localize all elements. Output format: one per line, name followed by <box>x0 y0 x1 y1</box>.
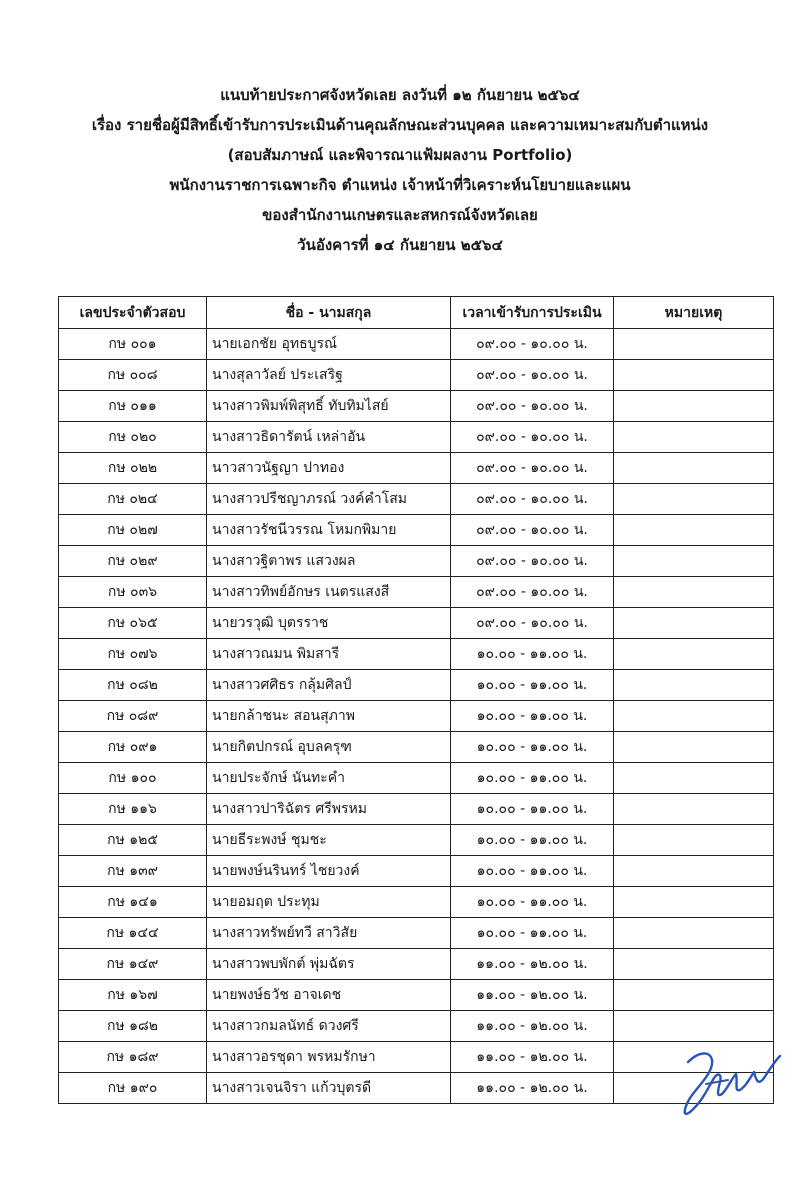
table-row <box>59 391 774 422</box>
table-row <box>59 515 774 546</box>
note-cell <box>614 484 774 515</box>
name-cell: นางสาวณมน พิมสารี <box>207 639 451 670</box>
exam-id-cell: กษ ๐๖๕ <box>59 608 207 639</box>
note-cell <box>614 608 774 639</box>
time-cell: ๑๐.๐๐ - ๑๑.๐๐ น. <box>451 670 614 701</box>
table-row <box>59 825 774 856</box>
note-cell <box>614 701 774 732</box>
exam-id-cell: กษ ๑๘๒ <box>59 1011 207 1042</box>
name-cell: นางสาวอรชุดา พรหมรักษา <box>207 1042 451 1073</box>
table-row <box>59 453 774 484</box>
name-cell: นายธีระพงษ์ ชุมชะ <box>207 825 451 856</box>
time-cell: ๐๙.๐๐ - ๑๐.๐๐ น. <box>451 484 614 515</box>
exam-id-cell: กษ ๐๓๖ <box>59 577 207 608</box>
exam-id-cell: กษ ๑๐๐ <box>59 763 207 794</box>
time-cell: ๑๑.๐๐ - ๑๒.๐๐ น. <box>451 1011 614 1042</box>
exam-id-cell: กษ ๑๘๙ <box>59 1042 207 1073</box>
name-cell: นายเอกชัย อุทธบูรณ์ <box>207 329 451 360</box>
name-cell: นายอมฤต ประทุม <box>207 887 451 918</box>
note-cell <box>614 360 774 391</box>
time-cell: ๑๐.๐๐ - ๑๑.๐๐ น. <box>451 701 614 732</box>
note-cell <box>614 546 774 577</box>
note-cell <box>614 794 774 825</box>
column-header-exam-id: เลขประจำตัวสอบ <box>59 297 207 329</box>
header-line-6: วันอังคารที่ ๑๔ กันยายน ๒๕๖๔ <box>297 236 503 254</box>
name-cell: นางสาวรัชนีวรรณ โหมกพิมาย <box>207 515 451 546</box>
table-row <box>59 763 774 794</box>
note-cell <box>614 763 774 794</box>
table-row <box>59 639 774 670</box>
table-row <box>59 422 774 453</box>
time-cell: ๐๙.๐๐ - ๑๐.๐๐ น. <box>451 422 614 453</box>
name-cell: นางสาวศศิธร กลุ้มศิลป์ <box>207 670 451 701</box>
name-cell: นางสาวปาริฉัตร ศรีพรหม <box>207 794 451 825</box>
exam-id-cell: กษ ๐๘๙ <box>59 701 207 732</box>
table-row <box>59 856 774 887</box>
exam-id-cell: กษ ๑๙๐ <box>59 1073 207 1104</box>
exam-id-cell: กษ ๐๙๑ <box>59 732 207 763</box>
note-cell <box>614 918 774 949</box>
table-row <box>59 670 774 701</box>
exam-id-cell: กษ ๐๒๐ <box>59 422 207 453</box>
table-row <box>59 701 774 732</box>
table-row <box>59 329 774 360</box>
note-cell <box>614 887 774 918</box>
time-cell: ๑๐.๐๐ - ๑๑.๐๐ น. <box>451 763 614 794</box>
name-cell: นางสาวกมลนัทธ์ ดวงศรี <box>207 1011 451 1042</box>
exam-id-cell: กษ ๐๘๒ <box>59 670 207 701</box>
name-cell: นาวสาวนัฐญา ปาทอง <box>207 453 451 484</box>
exam-id-cell: กษ ๑๑๖ <box>59 794 207 825</box>
exam-id-cell: กษ ๐๒๗ <box>59 515 207 546</box>
exam-id-cell: กษ ๑๓๙ <box>59 856 207 887</box>
header-line-4: พนักงานราชการเฉพาะกิจ ตำแหน่ง เจ้าหน้าที่วิเคราะห์นโยบายและแผน <box>169 176 631 194</box>
time-cell: ๐๙.๐๐ - ๑๐.๐๐ น. <box>451 453 614 484</box>
signature-icon <box>668 1038 786 1126</box>
note-cell <box>614 453 774 484</box>
name-cell: นายกล้าชนะ สอนสุภาพ <box>207 701 451 732</box>
table-header-row <box>59 297 774 329</box>
note-cell <box>614 980 774 1011</box>
note-cell <box>614 856 774 887</box>
column-header-name: ชื่อ - นามสกุล <box>207 297 451 329</box>
note-cell <box>614 670 774 701</box>
exam-id-cell: กษ ๐๑๑ <box>59 391 207 422</box>
document-header <box>0 80 800 260</box>
note-cell <box>614 391 774 422</box>
column-header-time: เวลาเข้ารับการประเมิน <box>451 297 614 329</box>
note-cell <box>614 825 774 856</box>
time-cell: ๑๑.๐๐ - ๑๒.๐๐ น. <box>451 949 614 980</box>
exam-id-cell: กษ ๐๒๒ <box>59 453 207 484</box>
exam-id-cell: กษ ๑๖๗ <box>59 980 207 1011</box>
name-cell: นางสาวปรีชญาภรณ์ วงค์คำโสม <box>207 484 451 515</box>
time-cell: ๑๐.๐๐ - ๑๑.๐๐ น. <box>451 732 614 763</box>
table-row <box>59 794 774 825</box>
note-cell <box>614 1011 774 1042</box>
header-line-5: ของสำนักงานเกษตรและสหกรณ์จังหวัดเลย <box>262 206 538 224</box>
name-cell: นายพงษ์นรินทร์ ไชยวงค์ <box>207 856 451 887</box>
exam-id-cell: กษ ๐๗๖ <box>59 639 207 670</box>
exam-id-cell: กษ ๐๐๘ <box>59 360 207 391</box>
name-cell: นายกิตปกรณ์ อุบลครุฑ <box>207 732 451 763</box>
name-cell: นางสาวพบพักต์ พุ่มฉัตร <box>207 949 451 980</box>
table-row <box>59 887 774 918</box>
time-cell: ๐๙.๐๐ - ๑๐.๐๐ น. <box>451 577 614 608</box>
table-row <box>59 1042 774 1073</box>
table-row <box>59 732 774 763</box>
name-cell: นางสาวทรัพย์ทวี สาวิสัย <box>207 918 451 949</box>
name-cell: นางสุลาวัลย์ ประเสริฐ <box>207 360 451 391</box>
table-row <box>59 1073 774 1104</box>
time-cell: ๑๑.๐๐ - ๑๒.๐๐ น. <box>451 1042 614 1073</box>
note-cell <box>614 515 774 546</box>
exam-id-cell: กษ ๑๔๙ <box>59 949 207 980</box>
time-cell: ๑๐.๐๐ - ๑๑.๐๐ น. <box>451 825 614 856</box>
note-cell <box>614 949 774 980</box>
note-cell <box>614 639 774 670</box>
column-header-note: หมายเหตุ <box>614 297 774 329</box>
time-cell: ๑๐.๐๐ - ๑๑.๐๐ น. <box>451 887 614 918</box>
table-row <box>59 980 774 1011</box>
exam-id-cell: กษ ๐๒๙ <box>59 546 207 577</box>
exam-id-cell: กษ ๐๒๔ <box>59 484 207 515</box>
note-cell <box>614 577 774 608</box>
table-row <box>59 360 774 391</box>
header-line-1: แนบท้ายประกาศจังหวัดเลย ลงวันที่ ๑๒ กันยายน ๒๕๖๔ <box>220 86 580 104</box>
note-cell <box>614 732 774 763</box>
name-cell: นายพงษ์ธวัช อาจเดช <box>207 980 451 1011</box>
name-cell: นางสาวฐิตาพร แสวงผล <box>207 546 451 577</box>
exam-id-cell: กษ ๑๒๕ <box>59 825 207 856</box>
exam-id-cell: กษ ๑๔๔ <box>59 918 207 949</box>
time-cell: ๐๙.๐๐ - ๑๐.๐๐ น. <box>451 360 614 391</box>
note-cell <box>614 329 774 360</box>
table-row <box>59 949 774 980</box>
time-cell: ๑๑.๐๐ - ๑๒.๐๐ น. <box>451 1073 614 1104</box>
table-row <box>59 577 774 608</box>
name-cell: นายประจักษ์ นันทะคำ <box>207 763 451 794</box>
header-line-3: (สอบสัมภาษณ์ และพิจารณาแฟ้มผลงาน Portfolio) <box>227 146 573 164</box>
name-cell: นางสาวเจนจิรา แก้วบุตรดี <box>207 1073 451 1104</box>
time-cell: ๑๐.๐๐ - ๑๑.๐๐ น. <box>451 794 614 825</box>
note-cell <box>614 422 774 453</box>
time-cell: ๑๐.๐๐ - ๑๑.๐๐ น. <box>451 918 614 949</box>
time-cell: ๐๙.๐๐ - ๑๐.๐๐ น. <box>451 608 614 639</box>
time-cell: ๐๙.๐๐ - ๑๐.๐๐ น. <box>451 515 614 546</box>
exam-id-cell: กษ ๑๔๑ <box>59 887 207 918</box>
name-cell: นางสาวทิพย์อักษร เนตรแสงสี <box>207 577 451 608</box>
name-cell: นางสาวพิมพ์พิสุทธิ์ ทับทิมไสย์ <box>207 391 451 422</box>
table-row <box>59 918 774 949</box>
table-row <box>59 484 774 515</box>
table-row <box>59 546 774 577</box>
name-cell: นางสาวธิดารัตน์ เหล่าอัน <box>207 422 451 453</box>
table-row <box>59 608 774 639</box>
time-cell: ๐๙.๐๐ - ๑๐.๐๐ น. <box>451 391 614 422</box>
time-cell: ๐๙.๐๐ - ๑๐.๐๐ น. <box>451 329 614 360</box>
time-cell: ๑๐.๐๐ - ๑๑.๐๐ น. <box>451 856 614 887</box>
header-line-2: เรื่อง รายชื่อผู้มีสิทธิ์เข้ารับการประเมินด้านคุณลักษณะส่วนบุคคล และความเหมาะสมกับตำแหน่ง <box>91 116 709 134</box>
candidate-table <box>58 296 774 1104</box>
time-cell: ๑๐.๐๐ - ๑๑.๐๐ น. <box>451 639 614 670</box>
time-cell: ๑๑.๐๐ - ๑๒.๐๐ น. <box>451 980 614 1011</box>
time-cell: ๐๙.๐๐ - ๑๐.๐๐ น. <box>451 546 614 577</box>
name-cell: นายวรวุฒิ บุตรราช <box>207 608 451 639</box>
table-row <box>59 1011 774 1042</box>
exam-id-cell: กษ ๐๐๑ <box>59 329 207 360</box>
